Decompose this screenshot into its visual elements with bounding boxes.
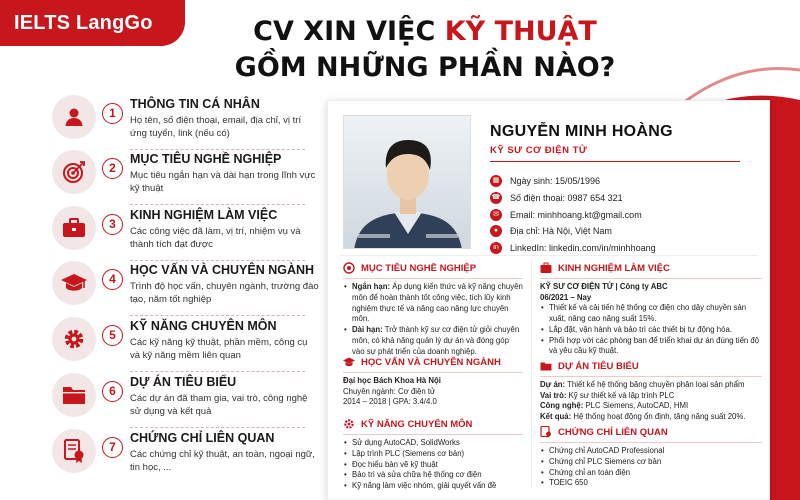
project-row	[540, 391, 762, 402]
contact-row	[490, 240, 656, 256]
step-description: Các công việc đã làm, vị trí, nhiệm vụ và thành tích đạt được	[130, 226, 301, 250]
folder-icon	[52, 373, 96, 417]
step-number: 3	[102, 214, 123, 235]
profile-photo	[343, 115, 471, 249]
certificates-section	[540, 425, 762, 489]
divider	[531, 259, 532, 489]
target-icon	[343, 262, 355, 274]
step-title: KINH NGHIỆM LÀM VIỆC	[130, 208, 278, 222]
step-item	[50, 259, 319, 314]
divider	[340, 255, 758, 256]
row-label: Dự án:	[540, 380, 566, 389]
list-item: • Chứng chỉ AutoCAD Professional	[540, 446, 762, 457]
list-item: • Chứng chỉ an toàn điện	[540, 468, 762, 479]
step-item	[50, 427, 315, 482]
project-row	[540, 380, 762, 391]
row-label: Vai trò:	[540, 390, 567, 400]
list-item	[343, 282, 523, 325]
certificate-icon	[52, 429, 96, 473]
step-number: 2	[102, 158, 123, 179]
phone-icon: ☎	[490, 192, 502, 204]
step-title: DỰ ÁN TIÊU BIỂU	[130, 375, 237, 389]
experience-period: 06/2021 – Nay	[540, 292, 592, 302]
step-number: 7	[102, 437, 123, 458]
step-item	[50, 315, 308, 370]
step-number: 4	[102, 269, 123, 290]
step-description: Các chứng chỉ kỹ thuật, an toàn, ngoại ngữ, tin học, ...	[130, 449, 315, 473]
item-label: Ngắn hạn:	[352, 282, 391, 291]
contact-text: Địa chỉ: Hà Nội, Việt Nam	[510, 226, 612, 237]
target-icon	[52, 150, 96, 194]
contact-row	[490, 190, 623, 206]
skills-title: KỸ NĂNG CHUYÊN MÔN	[361, 418, 473, 430]
step-item	[50, 371, 308, 426]
step-title: CHỨNG CHỈ LIÊN QUAN	[130, 431, 275, 445]
experience-title: KINH NGHIỆM LÀM VIỆC	[558, 262, 670, 274]
education-years: 2014 – 2018 | GPA: 3.4/4.0	[343, 397, 437, 407]
role-underline	[490, 161, 740, 162]
list-item: • Đọc hiểu bản vẽ kỹ thuật	[343, 460, 523, 471]
person-icon	[52, 95, 96, 139]
step-description: Các dự án đã tham gia, vai trò, công nghệ sử dụng và kết quả	[130, 393, 308, 417]
page-title: CV XIN VIỆC KỸ THUẬT GỒM NHỮNG PHẦN NÀO?	[234, 16, 616, 83]
step-description: Họ tên, số điện thoại, email, địa chỉ, vị trí ứng tuyển, link (nếu có)	[130, 115, 302, 139]
objective-title: MỤC TIÊU NGHỀ NGHIỆP	[361, 262, 477, 274]
step-title: HỌC VẤN VÀ CHUYÊN NGÀNH	[130, 263, 315, 277]
certificate-icon	[540, 426, 552, 438]
briefcase-icon	[540, 262, 552, 274]
project-row	[540, 412, 762, 423]
email-icon: ✉	[490, 209, 502, 221]
contact-text: LinkedIn: linkedin.com/in/minhhoang	[510, 243, 656, 254]
item-label: Dài hạn:	[352, 325, 383, 335]
list-item: • Lắp đặt, vận hành và bảo trì các thiết bị tự động hóa.	[540, 325, 762, 336]
objective-section	[343, 261, 523, 358]
row-text: Hệ thống hoạt động ổn định, tăng năng suất 20%.	[573, 411, 746, 421]
gear-icon	[52, 317, 96, 361]
list-item: • Bảo trì và sửa chữa hệ thống cơ điện	[343, 470, 523, 481]
row-text: PLC Siemens, AutoCAD, HMI	[585, 401, 689, 411]
education-section	[343, 355, 523, 408]
gear-icon	[343, 418, 355, 430]
list-item: • Thiết kế và cải tiến hệ thống cơ điện cho dây chuyền sản xuất, nâng cao năng suất 15%.	[540, 303, 762, 325]
item-text: Trở thành kỹ sư cơ điện tử giỏi chuyên môn, có khả năng quản lý dự án và đóng góp vào sự phát triển của doanh nghiệp.	[352, 325, 520, 356]
education-title: HỌC VẤN VÀ CHUYÊN NGÀNH	[361, 356, 501, 368]
certificates-title: CHỨNG CHỈ LIÊN QUAN	[558, 426, 668, 438]
item-text: Áp dụng kiến thức và kỹ năng chuyên môn để hoàn thành tốt công việc, tích lũy kinh nghiệm thực tế và nâng cao năng lực chuyên môn.	[352, 282, 523, 324]
project-row	[540, 401, 762, 412]
cv-name: NGUYỄN MINH HOÀNG	[490, 123, 673, 140]
graduation-cap-icon	[343, 356, 355, 368]
graduation-cap-icon	[52, 261, 96, 305]
education-major: Chuyên ngành: Cơ điện tử	[343, 386, 436, 396]
list-item: • Lập trình PLC (Siemens cơ bản)	[343, 449, 523, 460]
folder-icon	[540, 360, 552, 372]
list-item	[343, 325, 523, 357]
step-title: KỸ NĂNG CHUYÊN MÔN	[130, 319, 277, 333]
row-label: Công nghệ:	[540, 401, 584, 411]
step-title: MỤC TIÊU NGHỀ NGHIỆP	[130, 152, 282, 166]
contact-text: Số điện thoại: 0987 654 321	[510, 192, 623, 203]
experience-section	[540, 261, 762, 357]
location-icon: ●	[490, 225, 502, 237]
linkedin-icon: in	[490, 242, 502, 254]
cv-role: KỸ SƯ CƠ ĐIỆN TỬ	[490, 145, 588, 156]
contact-row	[490, 173, 600, 189]
step-description: Trình độ học vấn, chuyên ngành, trường đào tạo, năm tốt nghiệp	[130, 281, 319, 305]
row-text: Thiết kế hệ thống băng chuyền phân loại sản phẩm	[567, 380, 745, 389]
education-school: Đại học Bách Khoa Hà Nội	[343, 376, 441, 385]
step-number: 5	[102, 325, 123, 346]
calendar-icon: ▦	[490, 175, 502, 187]
row-label: Kết quả:	[540, 411, 572, 421]
skills-section	[343, 417, 523, 492]
contact-row	[490, 207, 642, 223]
step-number: 6	[102, 381, 123, 402]
step-item	[50, 148, 316, 203]
step-description: Các kỹ năng kỹ thuật, phần mềm, công cụ và kỹ năng mềm liên quan	[130, 337, 308, 361]
project-section	[540, 359, 762, 422]
briefcase-icon	[52, 206, 96, 250]
list-item: • Chứng chỉ PLC Siemens cơ bản	[540, 457, 762, 468]
cv-card	[327, 100, 770, 500]
contact-text: Email: minhhoang.kt@gmail.com	[510, 209, 642, 220]
list-item: • Phối hợp với các phòng ban để triển khai dự án đúng tiến độ và yêu cầu kỹ thuật.	[540, 336, 762, 358]
brand-logo: IELTS LangGo	[0, 0, 185, 46]
project-title: DỰ ÁN TIÊU BIỂU	[558, 360, 639, 372]
row-text: Kỹ sư thiết kế và lập trình PLC	[568, 390, 675, 400]
experience-position: KỸ SƯ CƠ ĐIỆN TỬ | Công ty ABC	[540, 282, 668, 291]
list-item: • TOEIC 650	[540, 478, 762, 489]
step-description: Mục tiêu ngắn hạn và dài hạn trong lĩnh vực kỹ thuật	[130, 170, 316, 194]
list-item: • Kỹ năng làm việc nhóm, giải quyết vấn đề	[343, 481, 523, 492]
step-item	[50, 204, 305, 259]
contact-text: Ngày sinh: 15/05/1996	[510, 176, 601, 186]
step-title: THÔNG TIN CÁ NHÂN	[130, 97, 260, 111]
list-item: • Sử dụng AutoCAD, SolidWorks	[343, 438, 523, 449]
step-number: 1	[102, 103, 123, 124]
contact-row	[490, 223, 612, 239]
step-item	[50, 93, 305, 148]
